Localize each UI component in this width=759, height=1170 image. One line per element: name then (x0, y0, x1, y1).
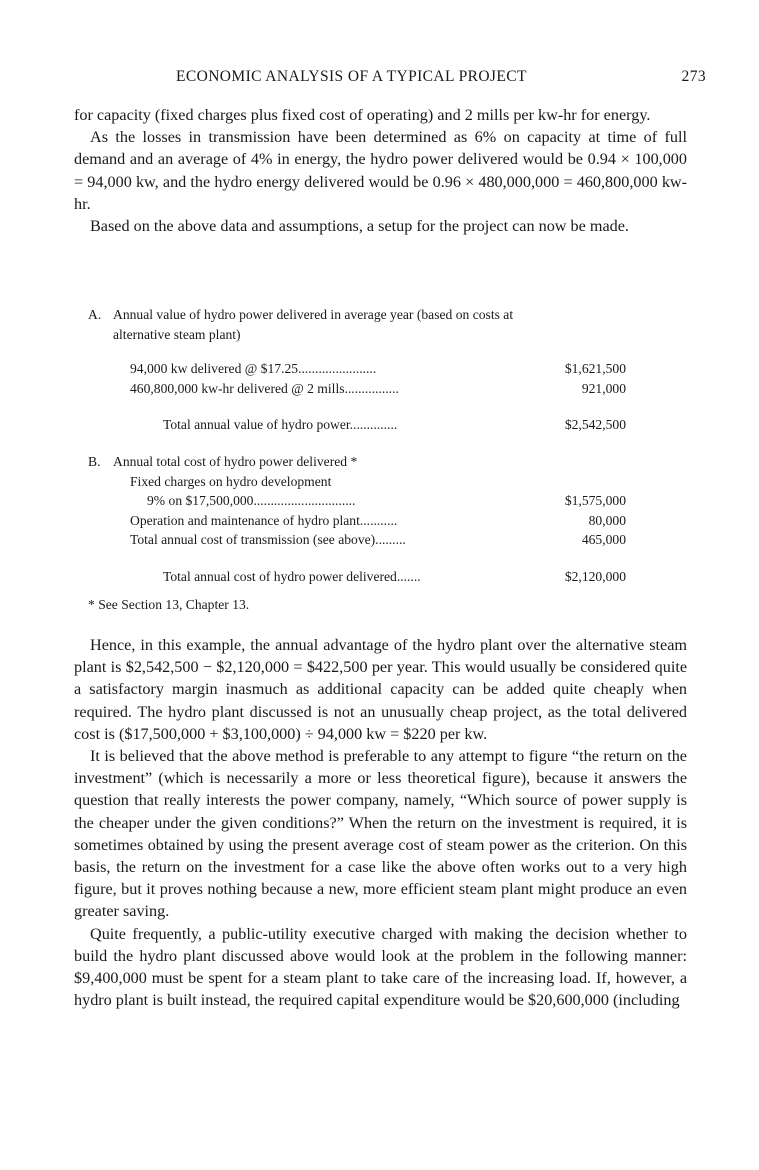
paragraph: Hence, in this example, the annual advantage of the hydro plant over the alternative steam plant is $2,542,500 − $2,120,000 = $422,500 per year. This would usually be considered quite a satisfactory margin inasmuch as additional capacity can be added quite cheaply when required. The hydro plant discussed is not an unusually cheap project, as the total delivered cost is ($17,500,000 + $3,100,000) ÷ 94,000 kw = $220 per kw. (74, 636, 687, 743)
ledger-total-amount: $2,542,500 (564, 417, 626, 432)
ledger-total-row (130, 567, 688, 587)
paragraph: It is believed that the above method is preferable to any attempt to figure “the return on the investment” (which is necessarily a more or less theoretical figure), because it answers the question that really interests the power company, namely, “Which source of power supply is the cheaper under the given conditions?” When the return on the investment is required, it is sometimes obtained by using the present average cost of steam power as the criterion. On this basis, the return on the investment for a case like the above often works out to a very high figure, but it proves nothing because a new, more efficient steam plant might produce an even greater saving. (74, 747, 687, 921)
section-letter: B. (88, 454, 101, 469)
ledger-amount: 465,000 (581, 532, 626, 547)
ledger-row (130, 359, 688, 379)
page-number: 273 (681, 68, 706, 85)
ledger-amount: 921,000 (581, 380, 626, 396)
ledger-label: Operation and maintenance of hydro plant........... (130, 512, 398, 528)
paragraph: Based on the above data and assumptions, a setup for the project can now be made. (90, 217, 629, 236)
ledger-subheading-label: Fixed charges on hydro development (130, 473, 332, 489)
section-heading-line: alternative steam plant) (113, 326, 241, 342)
footnote: * See Section 13, Chapter 13. (88, 597, 250, 612)
section-heading-line: Annual total cost of hydro power delivered * (113, 454, 358, 469)
ledger-row (130, 530, 688, 550)
ledger-label: 94,000 kw delivered @ $17.25....................... (130, 361, 377, 376)
ledger-label: Total annual cost of transmission (see above)......... (130, 532, 406, 547)
section-a (88, 305, 688, 435)
section-heading-line: Annual value of hydro power delivered in average year (based on costs at (113, 307, 514, 322)
ledger-amount: 80,000 (588, 512, 626, 528)
ledger-label: 9% on $17,500,000.............................. (147, 493, 356, 508)
paragraph: for capacity (fixed charges plus fixed cost of operating) and 2 mills per kw-hr for energy. (74, 106, 651, 124)
section-b-heading (88, 452, 688, 472)
ledger-amount: $1,575,000 (564, 493, 626, 508)
ledger-row (130, 511, 688, 531)
discussion-text (74, 634, 687, 1011)
intro-text (74, 104, 687, 237)
ledger-total-row (130, 415, 688, 435)
ledger-label: 460,800,000 kw-hr delivered @ 2 mills................ (130, 380, 399, 396)
ledger-row (130, 491, 688, 511)
ledger-total-amount: $2,120,000 (564, 568, 626, 584)
running-header (74, 68, 706, 92)
ledger-total-label: Total annual value of hydro power.............. (163, 417, 398, 432)
section-b (88, 452, 688, 586)
paragraph: As the losses in transmission have been determined as 6% on capacity at time of full demand and an average of 4% in energy, the hydro power delivered would be 0.94 × 100,000 = 94,000 kw, and the hydro energy delivered would be 0.96 × 480,000,000 = 460,800,000 kw-hr. (74, 128, 687, 213)
ledger-subheading (130, 472, 688, 492)
section-a-heading (88, 305, 688, 344)
ledger-total-label: Total annual cost of hydro power delivered....... (163, 568, 421, 584)
section-letter: A. (88, 307, 102, 322)
ledger-row (130, 379, 688, 399)
paragraph: Quite frequently, a public-utility executive charged with making the decision whether to build the hydro plant discussed above would look at the problem in the following manner: $9,400,000 must be spent for a steam plant to take care of the increasing load. If, however, a hydro plant is built instead, the required capital expenditure would be $20,600,000 (including (74, 924, 687, 1010)
running-title: ECONOMIC ANALYSIS OF A TYPICAL PROJECT (176, 68, 527, 85)
ledger-amount: $1,621,500 (564, 361, 626, 376)
